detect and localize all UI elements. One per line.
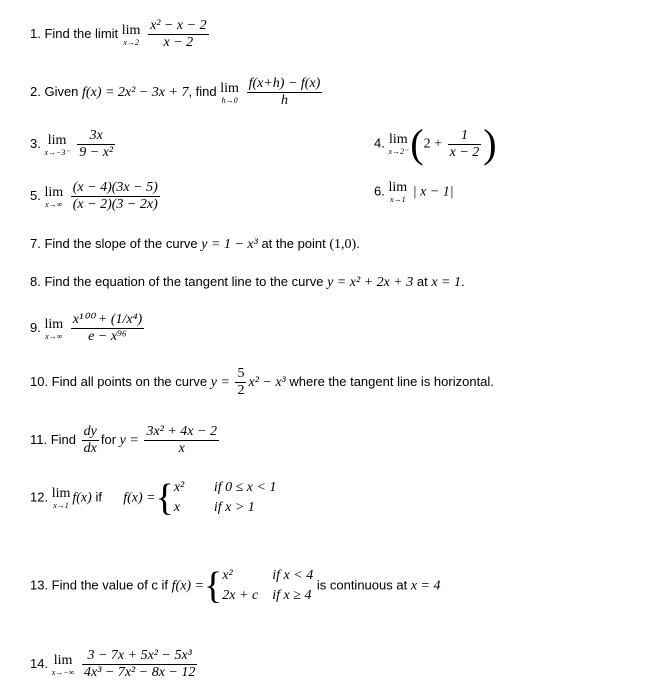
- problem-1-label: 1. Find the limit: [30, 25, 119, 41]
- limit-operator: lim x→1: [388, 180, 408, 204]
- piecewise-cases: x² if 0 ≤ x < 1 x if x > 1: [173, 480, 277, 515]
- problem-12: 12. lim x→1 f(x) if f(x) ={ x² if 0 ≤ x < 1 x if x > 1: [30, 477, 277, 519]
- problem-14-label: 14.: [30, 655, 49, 671]
- problem-7: 7. Find the slope of the curve y = 1 − x³ at the point (1,0).: [30, 236, 360, 252]
- left-brace: {: [204, 565, 223, 607]
- fraction: $\frac{5}{2}$: [237, 366, 245, 398]
- limit-operator: lim h→0: [220, 80, 239, 105]
- piecewise-function-name: f(x) =: [171, 578, 205, 594]
- limit-operator: lim x→−∞: [51, 652, 75, 677]
- right-paren: ): [483, 121, 497, 166]
- problem-2-label: 2. Given: [30, 83, 79, 99]
- function-definition: f(x) = 2x² − 3x + 7: [82, 84, 189, 100]
- problem-5: [30, 180, 162, 213]
- limit-operator: lim x→2: [121, 22, 141, 47]
- fraction: $\frac{\text{x² − x − 2}}{x - 2}$: [150, 18, 207, 50]
- fraction: $\frac{\text{3 − 7x + 5x² − 5x³}}{\text{4x³ − 7x² − 8x − 12}}$: [83, 648, 196, 680]
- problem-5-label: 5.: [30, 187, 41, 203]
- fraction: $\frac{\text{x¹⁰⁰ + (1/x⁴)}}{\text{e − x⁹⁶}}$: [72, 312, 143, 344]
- limit-operator: lim x→1: [51, 486, 71, 510]
- problem-8: 8. Find the equation of the tangent line to the curve y = x² + 2x + 3 at x = 1.: [30, 274, 465, 290]
- left-brace: {: [155, 477, 174, 519]
- problem-11: 11. Find $\frac{dy}{dx}$ for y = $\frac{\text{3x² + 4x − 2}}{x}$: [30, 424, 217, 456]
- piecewise-cases: x² if x < 4 2x + c if x ≥ 4: [222, 568, 314, 603]
- fraction: $\frac{f(x+h) - f(x)}{h}$: [248, 76, 321, 108]
- problem-10: 10. Find all points on the curve y = $\frac{5}{2}$ x² − x³ where the tangent line is horizontal.: [30, 366, 494, 398]
- problem-13: 13. Find the value of c if f(x) ={ x² if x < 4 2x + c if x ≥ 4 is continuous at x = 4: [30, 565, 441, 607]
- problem-9: [30, 312, 146, 345]
- piecewise-function-name: f(x) =: [123, 490, 156, 506]
- problem-3-label: 3.: [30, 135, 41, 151]
- fraction: $\frac{(x - 4)(3x - 5)}{(x - 2)(3 - 2x)}$: [72, 180, 158, 212]
- limit-operator: lim x→∞: [44, 184, 64, 209]
- derivative-notation: $\frac{dy}{dx}$: [83, 424, 97, 456]
- absolute-value-expression: | x − 1|: [412, 184, 454, 200]
- curve-equation: y = x² + 2x + 3: [327, 275, 414, 290]
- problem-2: 2. Given f(x) = 2x² − 3x + 7, find lim h→0 $\frac{f(x+h) - f(x)}{h}$: [30, 76, 321, 108]
- problem-4-label: 4.: [374, 135, 385, 151]
- problem-1: [30, 18, 211, 51]
- limit-operator: lim x→−3⁻: [44, 132, 70, 157]
- problem-4: 4. lim x→2⁻ (2 + $\frac{1}{x - 2}$ ): [374, 121, 497, 166]
- problem-3: [30, 128, 117, 161]
- problem-6-label: 6.: [374, 183, 385, 199]
- fraction: $\frac{1}{x - 2}$: [449, 127, 480, 160]
- problem-14: [30, 648, 199, 681]
- point: x = 1: [431, 275, 462, 290]
- point: (1,0): [329, 237, 357, 252]
- left-paren: (: [410, 121, 424, 166]
- limit-operator: lim x→2⁻: [388, 132, 409, 156]
- curve-equation: y = 1 − x³: [201, 237, 258, 252]
- fraction: $\frac{\text{3x² + 4x − 2}}{x}$: [146, 424, 217, 456]
- problem-9-label: 9.: [30, 319, 41, 335]
- point: x = 4: [410, 578, 441, 594]
- problem-6: [374, 180, 454, 204]
- limit-operator: lim x→∞: [44, 316, 64, 341]
- fraction: $\frac{3x}{\text{9 − x²}}$: [79, 128, 114, 160]
